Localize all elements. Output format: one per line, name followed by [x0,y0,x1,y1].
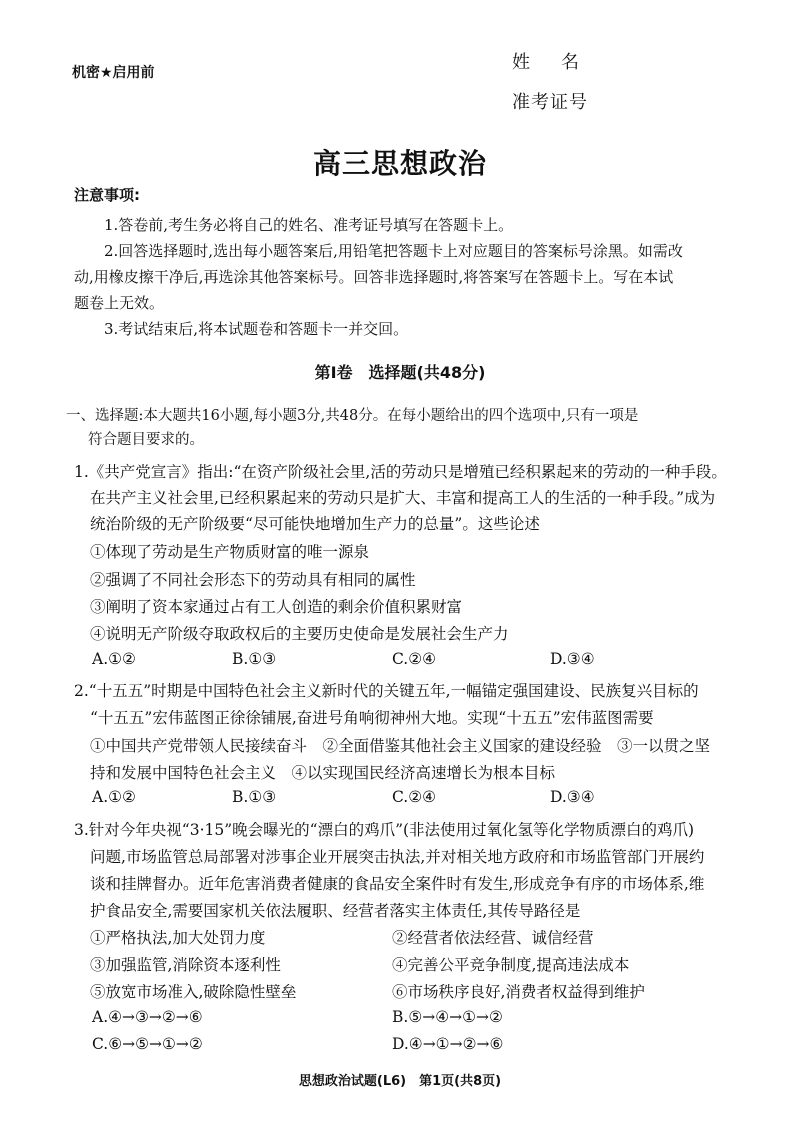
q2-option-d: D.③④ [550,788,595,806]
q3-statement-4: ④完善公平竞争制度,提高违法成本 [392,956,630,974]
q2-option-b: B.①③ [232,788,277,806]
q3-statement-6: ⑥市场秩序良好,消费者权益得到维护 [392,983,645,1001]
confidential-mark: 机密★启用前 [72,65,155,81]
q3-statement-3: ③加强监管,消除资本逐利性 [90,956,281,974]
q3-line-2: 问题,市场监管总局部署对涉事企业开展突击执法,并对相关地方政府和市场监管部门开展约 [90,848,705,866]
notice-item-2-line-3: 题卷上无效。 [74,294,165,312]
q1-option-c: C.②④ [392,650,437,668]
q3-option-b: B.⑤→④→①→② [392,1008,503,1026]
q2-line-1: 2.“十五五”时期是中国特色社会主义新时代的关键五年,一幅锚定强国建设、民族复兴目标的 [74,682,699,700]
q1-line-3: 统治阶级的无产阶级要“尽可能快地增加生产力的总量”。这些论述 [90,515,540,533]
name-field-label [512,48,580,74]
exam-id-label: 准考证号 [512,92,588,113]
q3-statement-5: ⑤放宽市场准入,破除隐性壁垒 [90,983,297,1001]
page-footer: 思想政治试题(L6) 第1页(共8页) [298,1074,502,1089]
section-instruction-line-1: 一、选择题:本大题共16小题,每小题3分,共48分。在每小题给出的四个选项中,只有一项是 [66,408,639,424]
q1-line-1: 1.《共产党宣言》指出:“在资产阶级社会里,活的劳动只是增殖已经积累起来的劳动的一种手段。 [74,463,727,481]
q2-line-3: ①中国共产党带领人民接续奋斗 ②全面借鉴其他社会主义国家的建设经验 ③一以贯之坚 [90,737,711,755]
notice-item-1: 1.答卷前,考生务必将自己的姓名、准考证号填写在答题卡上。 [104,216,514,234]
q1-option-b: B.①③ [232,650,277,668]
q3-statement-2: ②经营者依法经营、诚信经营 [392,929,594,947]
q2-line-4: 持和发展中国特色社会主义 ④以实现国民经济高速增长为根本目标 [90,764,556,782]
q3-line-4: 护食品安全,需要国家机关依法履职、经营者落实主体责任,其传导路径是 [90,902,581,920]
q1-statement-4: ④说明无产阶级夺取政权后的主要历史使命是发展社会生产力 [90,625,509,643]
q2-line-2: “十五五”宏伟蓝图正徐徐铺展,奋进号角响彻神州大地。实现“十五五”宏伟蓝图需要 [90,709,654,727]
q1-line-2: 在共产主义社会里,已经积累起来的劳动只是扩大、丰富和提高工人的生活的一种手段。”成为 [90,489,716,507]
q3-line-3: 谈和挂牌督办。近年危害消费者健康的食品安全案件时有发生,形成竞争有序的市场体系,维 [90,875,705,893]
volume-heading: 第Ⅰ卷 选择题(共48分) [314,363,486,382]
q3-line-1: 3.针对今年央视“3·15”晚会曝光的“漂白的鸡爪”(非法使用过氧化氢等化学物质漂白的鸡爪) [74,821,695,839]
q1-statement-2: ②强调了不同社会形态下的劳动具有相同的属性 [90,571,416,589]
name-label-char-1: 姓 [512,52,531,73]
q1-option-d: D.③④ [550,650,595,668]
notice-item-3: 3.考试结束后,将本试题卷和答题卡一并交回。 [104,320,409,338]
notice-heading: 注意事项: [74,186,140,204]
q3-option-c: C.⑥→⑤→①→② [92,1035,203,1053]
q2-option-a: A.①② [92,788,136,806]
notice-item-2-line-2: 动,用橡皮擦干净后,再选涂其他答案标号。回答非选择题时,将答案写在答题卡上。写在本试 [74,268,674,286]
q3-statement-1: ①严格执法,加大处罚力度 [90,929,266,947]
q2-option-c: C.②④ [392,788,437,806]
page-title: 高三思想政治 [312,147,487,180]
q3-option-d: D.④→①→②→⑥ [392,1035,504,1053]
name-label-char-2: 名 [561,52,580,73]
notice-item-2-line-1: 2.回答选择题时,选出每小题答案后,用铅笔把答题卡上对应题目的答案标号涂黑。如需改 [104,242,683,260]
section-instruction-line-2: 符合题目要求的。 [88,432,204,448]
q3-option-a: A.④→③→②→⑥ [92,1008,203,1026]
q1-option-a: A.①② [92,650,136,668]
q1-statement-3: ③阐明了资本家通过占有工人创造的剩余价值积累财富 [90,598,463,616]
q1-statement-1: ①体现了劳动是生产物质财富的唯一源泉 [90,543,370,561]
